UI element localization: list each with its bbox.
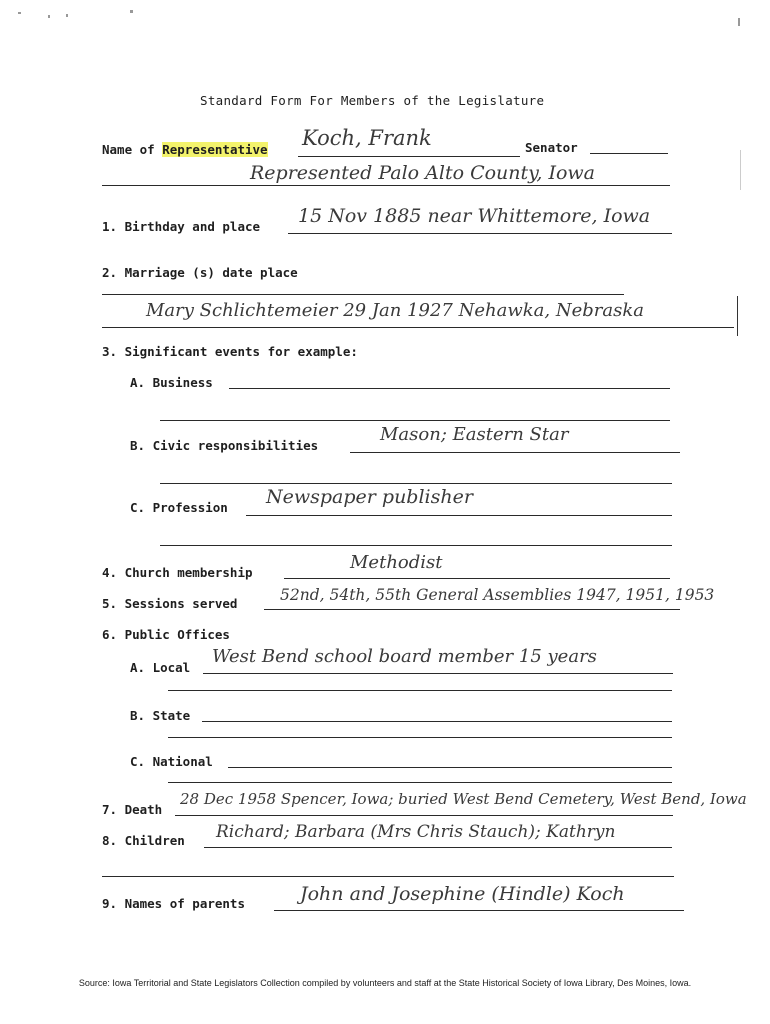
handwritten-name: Koch, Frank — [302, 126, 432, 150]
death-line — [175, 815, 673, 816]
handwritten-death: 28 Dec 1958 Spencer, Iowa; buried West Bend Cemetery, West Bend, Iowa — [180, 790, 747, 808]
civic-line-2 — [160, 483, 672, 484]
children-line-2 — [102, 876, 674, 877]
civic-line — [350, 452, 680, 453]
handwritten-profession: Newspaper publisher — [266, 486, 473, 508]
business-line-2 — [160, 420, 670, 421]
handwritten-sessions: 52nd, 54th, 55th General Assemblies 1947, 1951, 1953 — [280, 586, 715, 604]
profession-line-2 — [160, 545, 672, 546]
national-line — [228, 767, 672, 768]
national-line-2 — [168, 782, 672, 783]
handwritten-birthday: 15 Nov 1885 near Whittemore, Iowa — [298, 205, 651, 227]
name-label — [102, 142, 268, 157]
business-label: A. Business — [130, 375, 213, 390]
state-line — [202, 721, 672, 722]
significant-events-label: 3. Significant events for example: — [102, 344, 358, 359]
scan-speck — [48, 15, 50, 18]
birthday-line — [288, 233, 672, 234]
senator-label: Senator — [525, 140, 578, 155]
church-label: 4. Church membership — [102, 565, 253, 580]
church-line — [284, 578, 670, 579]
civic-label: B. Civic responsibilities — [130, 438, 319, 453]
local-line — [203, 673, 673, 674]
parents-line — [274, 910, 684, 911]
scan-speck — [18, 12, 21, 14]
public-offices-label: 6. Public Offices — [102, 627, 230, 642]
name-line — [298, 156, 520, 157]
marriage-end-mark — [737, 296, 738, 336]
scan-speck — [738, 18, 740, 26]
scan-speck — [66, 14, 68, 17]
handwritten-church: Methodist — [350, 552, 443, 573]
marriage-line-1 — [102, 294, 624, 295]
sessions-label: 5. Sessions served — [102, 596, 238, 611]
handwritten-parents: John and Josephine (Hindle) Koch — [300, 883, 625, 905]
senator-line — [590, 153, 668, 154]
scan-speck — [740, 150, 741, 190]
local-label: A. Local — [130, 660, 191, 675]
handwritten-represented: Represented Palo Alto County, Iowa — [250, 162, 595, 184]
sessions-line — [264, 609, 680, 610]
state-line-2 — [168, 737, 672, 738]
handwritten-marriage: Mary Schlichtemeier 29 Jan 1927 Nehawka, Nebraska — [146, 300, 644, 321]
scan-speck — [130, 10, 133, 13]
handwritten-children: Richard; Barbara (Mrs Chris Stauch); Kathryn — [216, 822, 616, 842]
death-label: 7. Death — [102, 802, 163, 817]
local-line-2 — [168, 690, 672, 691]
handwritten-local: West Bend school board member 15 years — [212, 646, 597, 667]
birthday-label: 1. Birthday and place — [102, 219, 261, 234]
national-label: C. National — [130, 754, 213, 769]
form-title: Standard Form For Members of the Legislature — [200, 93, 545, 108]
parents-label: 9. Names of parents — [102, 896, 245, 911]
business-line — [229, 388, 670, 389]
state-label: B. State — [130, 708, 191, 723]
representative-highlight: Representative — [162, 142, 268, 157]
children-label: 8. Children — [102, 833, 185, 848]
profession-line — [246, 515, 672, 516]
marriage-label: 2. Marriage (s) date place — [102, 265, 298, 280]
name-of-text: Name of — [102, 142, 155, 157]
profession-label: C. Profession — [130, 500, 228, 515]
represented-line — [102, 185, 670, 186]
handwritten-civic: Mason; Eastern Star — [380, 424, 569, 445]
source-note: Source: Iowa Territorial and State Legislators Collection compiled by volunteers and staff at the State Historical Society of Iowa Library, Des Moines, Iowa. — [78, 978, 692, 988]
marriage-line-2 — [102, 327, 734, 328]
children-line — [204, 847, 672, 848]
